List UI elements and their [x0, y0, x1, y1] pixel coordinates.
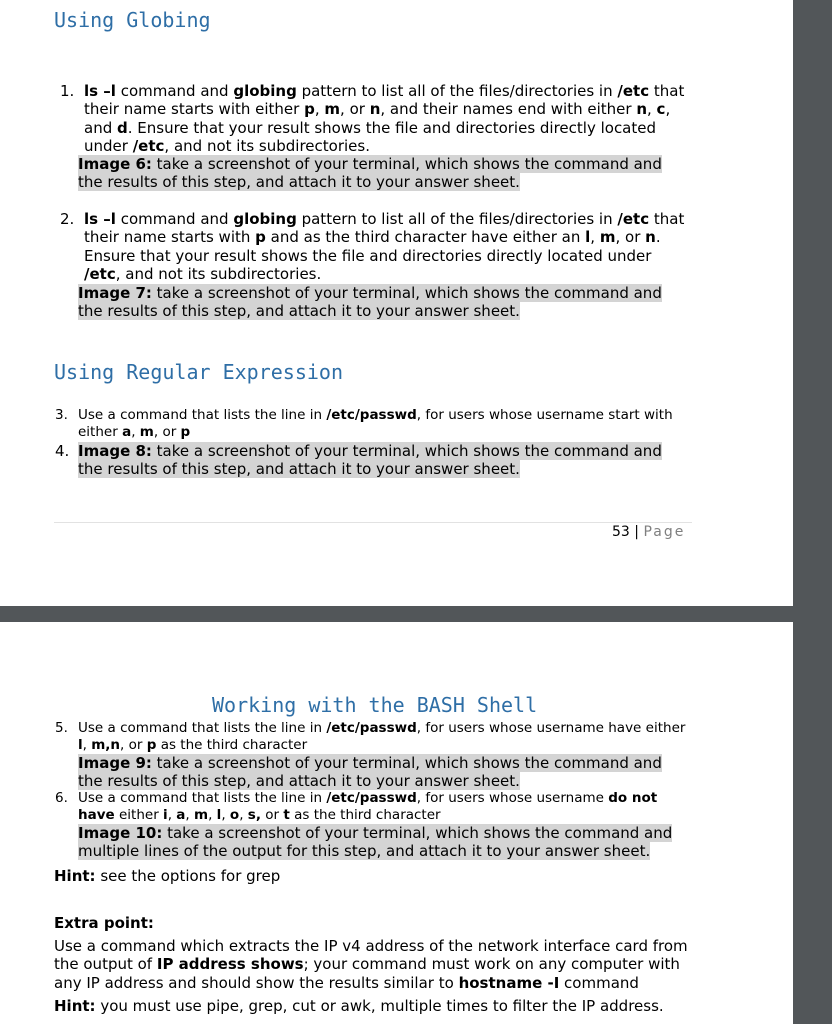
- list-item-3: 3. Use a command that lists the line in /etc/passwd, for users whose username start with either a, m, or p: [55, 407, 673, 440]
- list-item-4: 4. Image 8: take a screenshot of your terminal, which shows the command and the results of this step, and attach it to your answer sheet.: [55, 442, 662, 479]
- extra-point-heading: Extra point:: [54, 914, 154, 932]
- section-heading-regular-expression: Using Regular Expression: [54, 360, 343, 384]
- footer-rule: [54, 522, 692, 523]
- section-heading-using-globing: Using Globing: [54, 8, 211, 32]
- image-7-instruction: Image 7: take a screenshot of your terminal, which shows the command and the results of this step, and attach it to your answer sheet.: [78, 284, 662, 321]
- extra-point-paragraph: Use a command which extracts the IP v4 address of the network interface card from the output of IP address shows; your command must work on any computer with any IP address and should show the results similar to hostname -I command: [54, 937, 688, 992]
- list-item-5: 5. Use a command that lists the line in /etc/passwd, for users whose username have either l, m,n, or p as the third character: [55, 720, 686, 753]
- list-item-6: 6. Use a command that lists the line in /etc/passwd, for users whose username do not have either i, a, m, l, o, s, or t as the third character: [55, 790, 658, 823]
- list-item-1: 1. ls –l command and globing pattern to list all of the files/directories in /etc that their name starts with either p, m, or n, and their names end with either n, c, and d. Ensure that your result shows the file and directories directly located under /etc, and not its subdirectories.: [60, 82, 685, 155]
- image-10-instruction: Image 10: take a screenshot of your terminal, which shows the command and multiple lines of the output for this step, and attach it to your answer sheet.: [78, 824, 673, 861]
- page-number: 53 | Page: [612, 524, 686, 540]
- list-item-2: 2. ls –l command and globing pattern to list all of the files/directories in /etc that their name starts with p and as the third character have either an l, m, or n. Ensure that your result shows the file and directories directly located under /etc, and not its subdirectories.: [60, 210, 685, 283]
- section-heading-bash-shell: Working with the BASH Shell: [212, 693, 538, 717]
- image-6-instruction: Image 6: take a screenshot of your terminal, which shows the command and the results of this step, and attach it to your answer sheet.: [78, 155, 662, 192]
- hint-paragraph-2: Hint: you must use pipe, grep, cut or awk, multiple times to filter the IP address.: [54, 997, 664, 1015]
- image-9-instruction: Image 9: take a screenshot of your terminal, which shows the command and the results of this step, and attach it to your answer sheet.: [78, 754, 662, 791]
- document-page-54: [0, 622, 793, 1024]
- hint-paragraph: Hint: see the options for grep: [54, 867, 281, 885]
